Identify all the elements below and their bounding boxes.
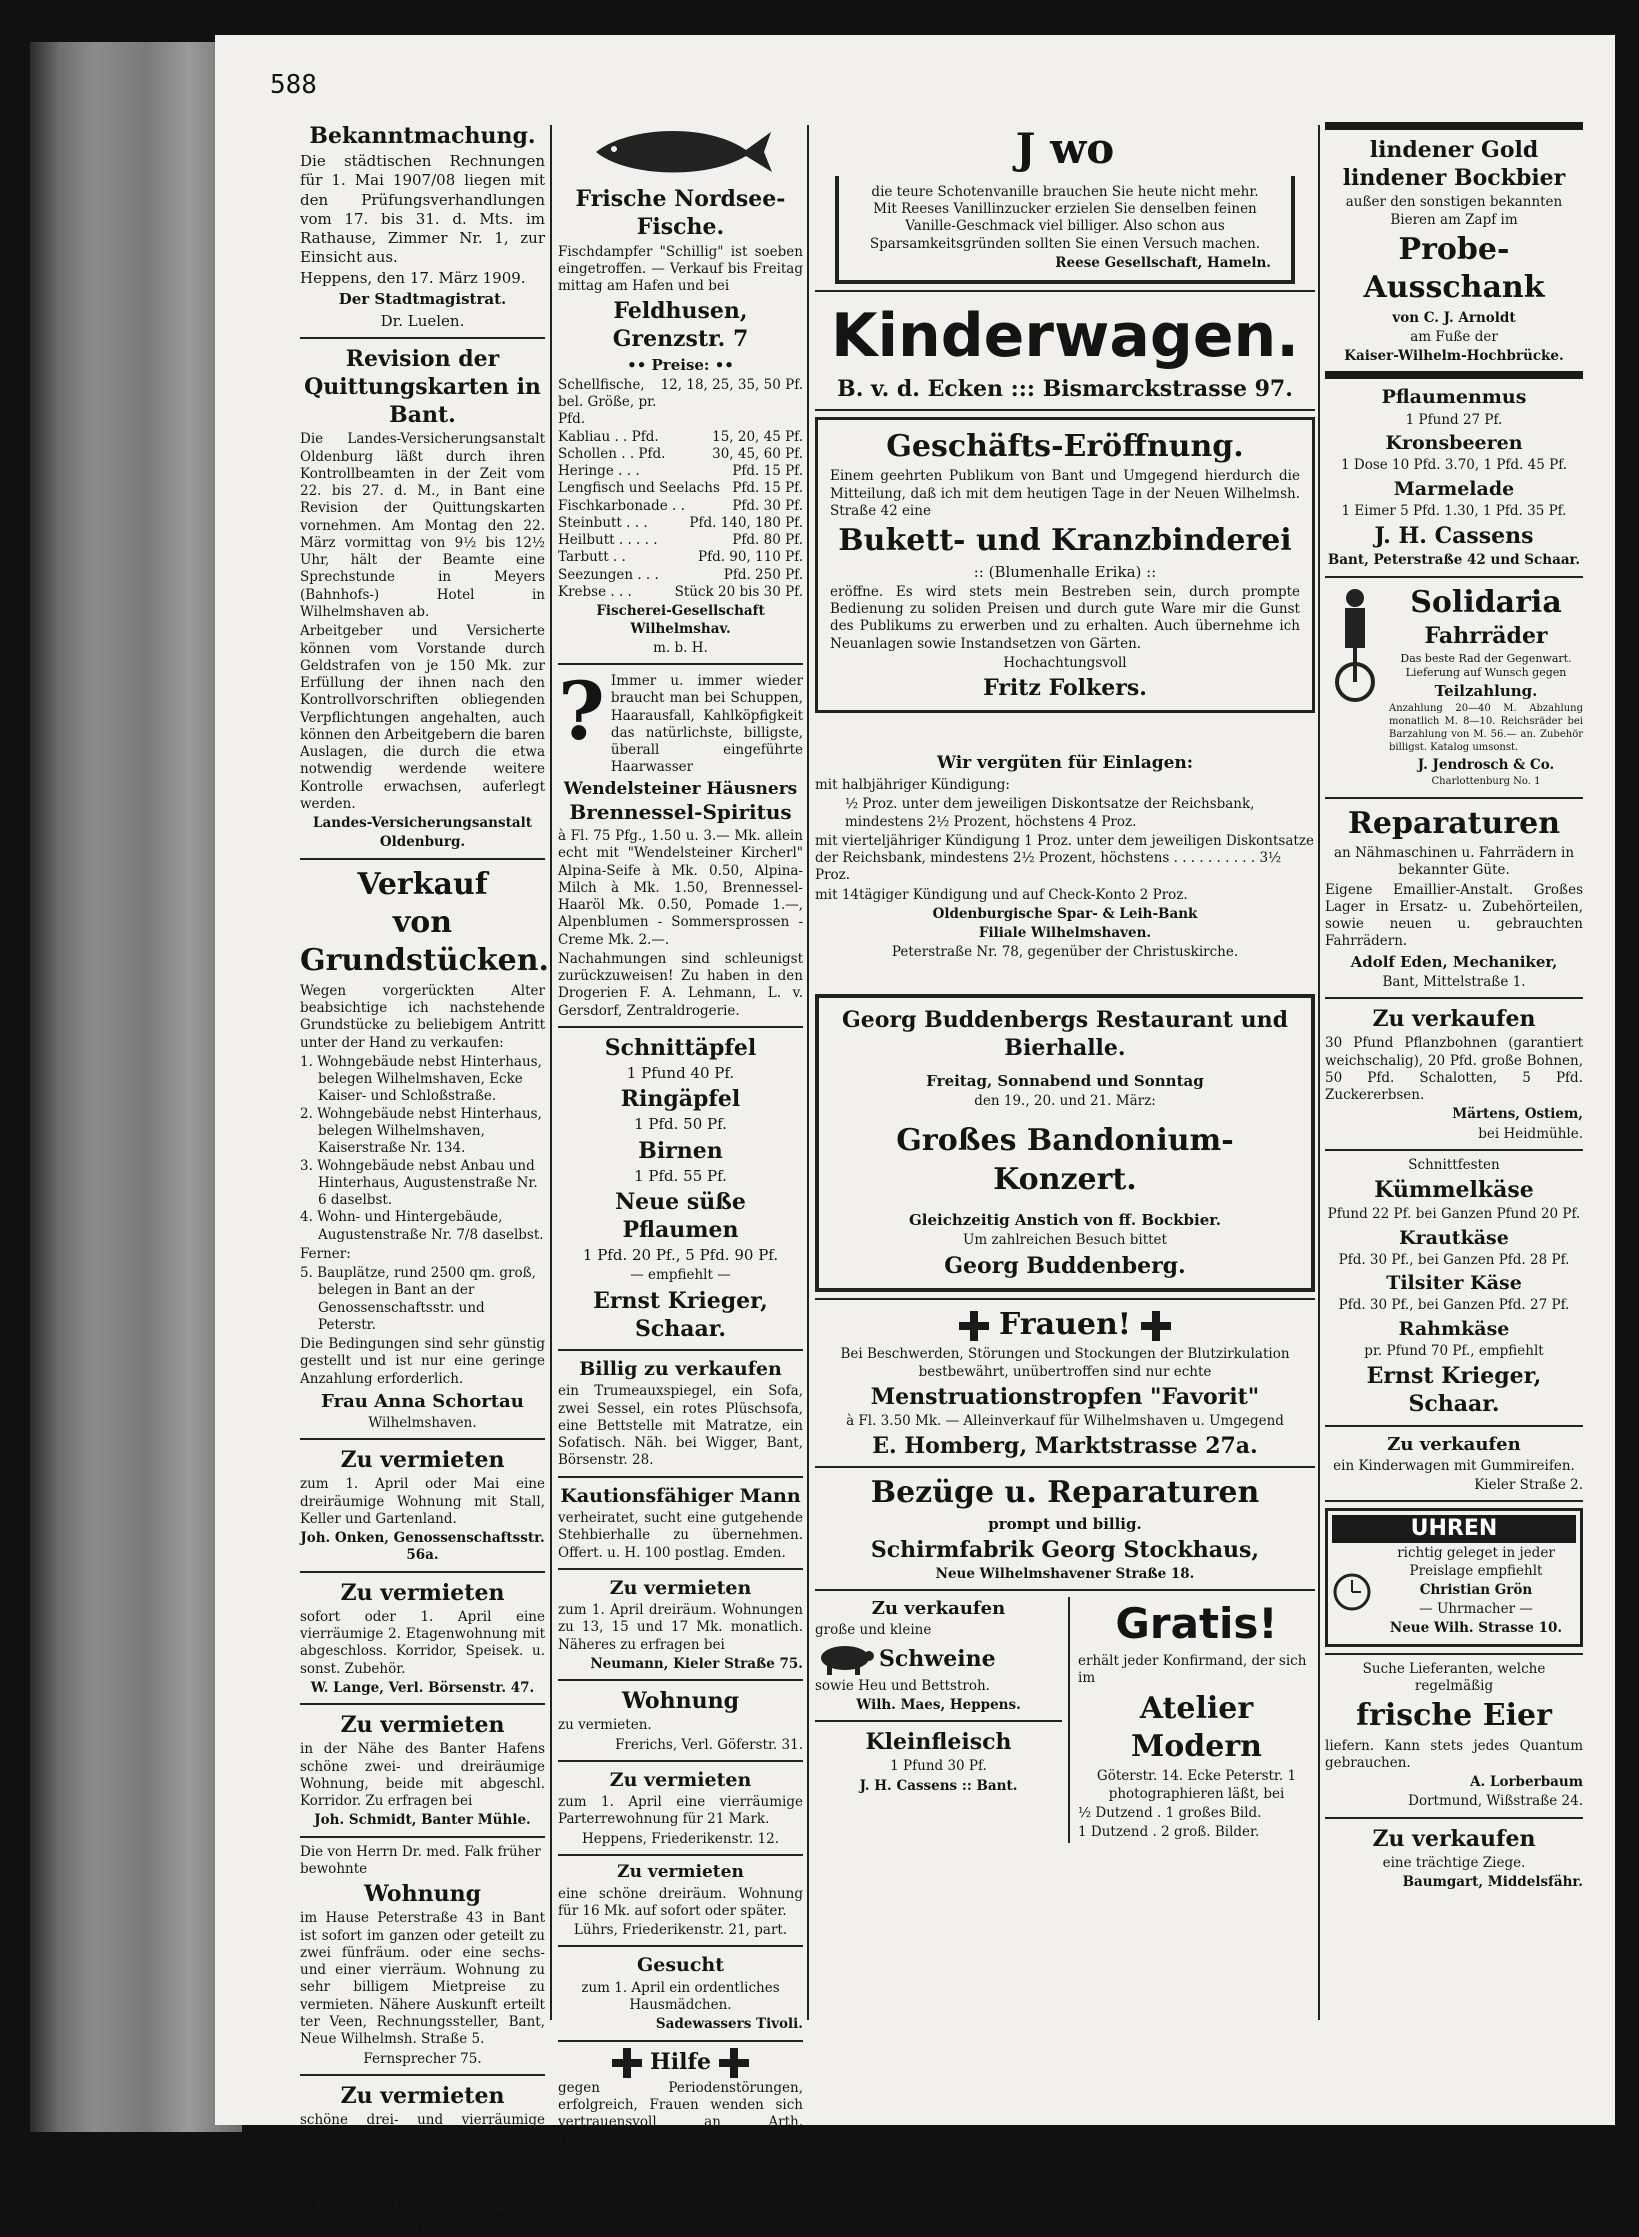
price-row <box>558 463 803 480</box>
headline: lindener Gold <box>1369 137 1539 163</box>
signature: Filiale Wilhelmshaven. <box>978 925 1152 942</box>
fish-name: Schollen . . Pfd. <box>558 445 666 462</box>
signature: J. B. Albers, Genossenschaftsstr. 56. <box>300 2200 545 2234</box>
signature: W. Lange, Verl. Börsenstr. 47. <box>310 1679 535 1696</box>
headline: frische Eier <box>1356 1698 1552 1734</box>
ad-text: à Fl. 3.50 Mk. — Alleinverkauf für Wilhelmshaven u. Umgegend <box>846 1412 1284 1429</box>
signature: A. Lorberbaum <box>1470 1774 1583 1791</box>
ad-text: verheiratet, sucht eine gutgehende Stehbierhalle zu übernehmen. Offert. u. H. 100 postlag. Emden. <box>558 1509 803 1561</box>
headline: Zu vermieten <box>340 1447 505 1474</box>
solidaria-ad <box>1325 584 1583 791</box>
signature: Reese Gesellschaft, Hameln. <box>1055 254 1271 271</box>
ad-text: liefern. Kann stets jedes Quantum gebrauchen. <box>1325 1737 1583 1771</box>
product-name: Tilsiter Käse <box>1386 1272 1522 1295</box>
product-name: Kronsbeeren <box>1385 432 1523 454</box>
label: Ferner: <box>300 1245 351 1262</box>
address: Neue Wilh. Strasse 10. <box>1389 1620 1563 1637</box>
book-spine <box>30 42 242 2132</box>
fish-name: Seezungen . . . <box>558 566 659 583</box>
ad-text: mit 14tägiger Kündigung und auf Check-Konto 2 Proz. <box>815 886 1188 903</box>
price: pr. Pfund 70 Pf., empfiehlt <box>1364 1343 1544 1360</box>
signature: J. H. Cassens :: Bant. <box>859 1777 1018 1794</box>
fish-name: Tarbutt . . <box>558 549 626 566</box>
list-item: 3. Wohngebäude nebst Anbau und Hinterhaus, Augustenstraße Nr. 6 daselbst. <box>300 1157 538 1209</box>
business-name: Probe-Ausschank <box>1363 231 1545 306</box>
price: Pfd. 30 Pf., bei Ganzen Pfd. 27 Pf. <box>1338 1297 1570 1314</box>
pig-icon <box>815 1642 875 1676</box>
ad-text: Immer u. immer wieder braucht man bei Schuppen, Haarausfall, Kahlköpfigkeit das natürlichste, billigste, überall eingeführte Haarwasser <box>610 673 803 776</box>
ad-text: mit vierteljähriger Kündigung 1 Proz. unter dem jeweiligen Diskontsatze der Reichsbank, mindestens 2½ Prozent, höchstens . . . . . . . . . . 3½ Proz. <box>815 832 1314 884</box>
ad-text: Einem geehrten Publikum von Bant und Umgegend hierdurch die Mitteilung, daß ich mit dem heutigen Tage in der Neuen Wilhelmsh. Straße 42 eine <box>830 468 1300 519</box>
signature-place: Wilhelmshaven. <box>368 1415 477 1431</box>
signature: E. Homberg, Marktstrasse 27a. <box>872 1433 1258 1460</box>
business-name: Schirmfabrik Georg Stockhaus, <box>870 1536 1260 1563</box>
address: Feldhusen, Grenzstr. 7 <box>612 298 749 353</box>
ad-text: richtig geleget in jeder Preislage empfiehlt <box>1397 1545 1555 1579</box>
headline: von Grundstücken. <box>300 905 549 979</box>
fish-icon <box>558 122 803 185</box>
ad-text: 30 Pfund Pflanzbohnen (garantiert weichschalig), 20 Pfd. große Bohnen, 50 Pfd. Schalotten, 5 Pfd. Zuckererbsen. <box>1325 1035 1583 1104</box>
fish-price: Pfd. 80 Pf. <box>732 532 803 549</box>
date-line: Heppens, den 17. März 1909. <box>300 269 526 288</box>
ad-text: außer den sonstigen bekannten Bieren am Zapf im <box>1345 194 1563 228</box>
address: Kaiser-Wilhelm-Hochbrücke. <box>1344 348 1564 365</box>
signature: Der Stadtmagistrat. <box>338 290 507 309</box>
product-name: Kümmelkäse <box>1374 1177 1534 1204</box>
headline: Brennessel-Spiritus <box>569 800 792 825</box>
price-row <box>558 532 803 549</box>
headline: Kinderwagen. <box>830 301 1300 372</box>
ad-cell <box>815 1597 1070 1843</box>
column-1 <box>300 122 549 2237</box>
list-item: 2. Wohngebäude nebst Hinterhaus, belegen Wilhelmshaven, Kaiserstraße Nr. 134. <box>300 1105 542 1157</box>
address: B. v. d. Ecken ::: Bismarckstrasse 97. <box>837 375 1293 402</box>
product-name: Rahmkäse <box>1398 1317 1510 1340</box>
notice-text: im Hause Peterstraße 43 in Bant ist sofort im ganzen oder geteilt zu zwei fünfräum. oder eine sechs- und einer vierräum. Wohnung zu sehr billigem Mietpreise zu vermieten. Nähere Auskunft erteilt ter Veen, Rechnungssteller, Bant, Neue Wilhelmsh. Straße 5. <box>300 1910 545 2048</box>
signature: Neumann, Kieler Straße 75. <box>590 1655 803 1672</box>
ad-text: Fischdampfer "Schillig" ist soeben eingetroffen. — Verkauf bis Freitag mittag am Hafen und bei <box>558 243 803 295</box>
uhren-ad <box>1325 1508 1583 1646</box>
role: — Uhrmacher — <box>1419 1601 1533 1618</box>
headline-text: Frauen! <box>999 1306 1131 1342</box>
signature: Baumgart, Middelsfähr. <box>1402 1874 1583 1891</box>
signature: Fischerei-Gesellschaft Wilhelmshav. <box>596 603 765 637</box>
fish-price: Pfd. 15 Pf. <box>732 480 803 497</box>
price-row <box>558 480 803 497</box>
ad-text: Anzahlung 20—40 M. Abzahlung monatlich M. 8—10. Reichsräder bei Barzahlung von M. 56.— an. Zubehör billigst. Katalog umsonst. <box>1389 703 1583 753</box>
headline: Zu verkaufen <box>1372 1006 1536 1033</box>
headline <box>558 2048 803 2078</box>
notice-text: Die von Herrn Dr. med. Falk früher bewohnte <box>300 1843 541 1877</box>
ad-text: Teilzahlung. <box>1434 682 1538 701</box>
cross-icon <box>612 2048 642 2078</box>
price-row <box>558 446 803 463</box>
ad-text: Das beste Rad der Gegenwart. Lieferung auf Wunsch gegen <box>1400 652 1572 680</box>
list-item: 5. Bauplätze, rund 2500 qm. groß, belegen in Bant an der Genossenschaftsstr. und Peterstr. <box>300 1265 536 1333</box>
product-name: Kleinfleisch <box>865 1729 1012 1756</box>
ad-text: gegen Periodenstörungen, erfolgreich, Frauen wenden sich vertrauensvoll an Arth. Hohenstein, Berlin-Halensee 6. Rückporto erbeten. <box>558 2079 803 2165</box>
question-mark-icon: ? <box>558 664 605 759</box>
signature: bei Heidmühle. <box>1478 1125 1583 1142</box>
signature: Lührs, Friederikenstr. 21, part. <box>573 1922 788 1939</box>
headline: Kautionsfähiger Mann <box>560 1484 801 1507</box>
price-row <box>558 429 803 446</box>
fish-name: Fischkarbonade . . <box>558 497 685 514</box>
fish-name: Krebse . . . <box>558 583 632 600</box>
address: Bant, Peterstraße 42 und Schaar. <box>1327 552 1581 569</box>
price-row: ½ Dutzend . 1 großes Bild. <box>1078 1804 1262 1821</box>
product-name: Ringäpfel <box>620 1086 741 1113</box>
headline: Zu vermieten <box>617 1861 744 1882</box>
headline: Zu verkaufen <box>871 1598 1006 1620</box>
cross-icon <box>1141 1311 1171 1341</box>
dates: den 19., 20. und 21. März: <box>974 1093 1156 1110</box>
price: 1 Pfd. 50 Pf. <box>634 1115 727 1134</box>
fish-name: Heilbutt . . . . . <box>558 532 658 549</box>
signature: Märtens, Ostiem, <box>1452 1106 1583 1123</box>
signature: Christian Grön <box>1419 1581 1533 1598</box>
fish-name: Steinbutt . . . <box>558 514 648 531</box>
list-item: 4. Wohn- und Hintergebäude, Augustenstraße Nr. 7/8 daselbst. <box>300 1209 544 1243</box>
price: 1 Dose 10 Pfd. 3.70, 1 Pfd. 45 Pf. <box>1341 457 1567 474</box>
fish-name: Heringe . . . <box>558 463 640 480</box>
headline: Gratis! <box>1115 1599 1278 1649</box>
address: Bant, Mittelstraße 1. <box>1382 973 1526 990</box>
headline: Wir vergüten für Einlagen: <box>936 753 1194 774</box>
ad-box <box>815 417 1315 713</box>
ad-text: erhält jeder Konfirmand, der sich im <box>1078 1653 1307 1687</box>
fish-name: Kabliau . . Pfd. <box>558 428 659 445</box>
ad-text: sowie Heu und Bettstroh. <box>815 1677 990 1694</box>
price-row <box>558 567 803 584</box>
phone: Fernsprecher 75. <box>363 2050 482 2067</box>
headline: Verkauf <box>357 866 488 902</box>
notice-text: Die städtischen Rechnungen für 1. Mai 1907/08 liegen mit den Prüfungsverhandlungen vom 17. bis 31. d. Mts. im Rathause, Zimmer Nr. 1, zur Einsicht aus. <box>300 152 545 267</box>
price-row <box>558 498 803 515</box>
column-4 <box>1325 122 1583 1893</box>
signature: Sadewassers Tivoli. <box>655 2016 803 2033</box>
price-row <box>558 584 803 601</box>
fish-price: 15, 20, 45 Pf. <box>712 428 803 445</box>
ad-text: an Nähmaschinen u. Fahrrädern in bekannter Güte. <box>1333 845 1575 879</box>
ad-text: zum 1. April eine vierräumige Parterrewohnung für 21 Mark. <box>558 1794 803 1828</box>
fish-price: Stück 20 bis 30 Pf. <box>674 583 803 600</box>
ad-text: ½ Proz. unter dem jeweiligen Diskontsatze der Reichsbank, mindestens 2½ Prozent, höchstens 4 Proz. <box>845 796 1255 830</box>
clock-icon <box>1332 1572 1372 1612</box>
product-name: Pflaumenmus <box>1381 386 1527 409</box>
ad-text: mit halbjähriger Kündigung: <box>815 777 1010 794</box>
price-row: 1 Dutzend . 2 groß. Bilder. <box>1078 1824 1260 1841</box>
headline: Zu verkaufen <box>1372 1825 1536 1852</box>
ad-text: ein Kinderwagen mit Gummireifen. <box>1333 1457 1575 1474</box>
ad-text: Schnittfesten <box>1408 1156 1500 1173</box>
headline: Solidaria <box>1410 584 1562 620</box>
fish-price: Pfd. 90, 110 Pf. <box>697 549 803 566</box>
price: 1 Pfund 30 Pf. <box>890 1758 987 1775</box>
address: Charlottenburg No. 1 <box>1431 775 1541 787</box>
days: Freitag, Sonnabend und Sonntag <box>926 1072 1204 1090</box>
price: 1 Pfd. 55 Pf. <box>634 1166 727 1185</box>
product-name: Birnen <box>638 1137 723 1164</box>
headline: Bezüge u. Reparaturen <box>870 1475 1260 1511</box>
signature: Georg Buddenberg. <box>944 1252 1186 1279</box>
headline: Quittungskarten in Bant. <box>304 374 541 429</box>
fish-price: 30, 45, 60 Pf. <box>712 445 803 462</box>
signature: Joh. Schmidt, Banter Mühle. <box>314 1812 531 1829</box>
cyclist-icon <box>1325 584 1385 704</box>
headline: Reparaturen <box>1347 805 1561 841</box>
headline: Wohnung <box>364 1881 481 1908</box>
page-number: 588 <box>270 70 317 100</box>
column-rule <box>550 125 552 2020</box>
address: Neue Wilhelmshavener Straße 18. <box>935 1566 1195 1583</box>
ad-cell <box>1070 1597 1315 1843</box>
notice-text: zum 1. April oder Mai eine dreiräumige Wohnung mit Stall, Keller und Gartenland. <box>300 1476 545 1527</box>
signature: Oldenburgische Spar- & Leih-Bank <box>932 905 1198 922</box>
jwo-frame <box>835 176 1295 284</box>
column-3 <box>815 122 1315 1843</box>
price: 1 Pfund 40 Pf. <box>626 1064 735 1083</box>
notice-text: Wegen vorgerückten Alter beabsichtige ich nachstehende Grundstücke zu beliebigem Antritt unter der Hand zu verkaufen: <box>300 982 545 1051</box>
headline: UHREN <box>1332 1515 1576 1543</box>
ad-box <box>815 994 1315 1292</box>
address: Göterstr. 14. Ecke Peterstr. 1 photographieren läßt, bei <box>1096 1768 1297 1802</box>
product-name: Neue süße Pflaumen <box>615 1188 746 1244</box>
headline: Zu vermieten <box>609 1576 752 1599</box>
column-rule <box>807 125 809 2020</box>
headline: Wendelsteiner Häusners <box>563 778 798 799</box>
price-row <box>558 515 803 532</box>
headline: Bekanntmachung. <box>309 123 536 149</box>
fish-price: 12, 18, 25, 35, 50 Pf. <box>660 376 803 393</box>
ad-text: Bei Beschwerden, Störungen und Stockungen der Blutzirkulation bestbewährt, unübertroffen sind nur echte <box>840 1346 1290 1380</box>
price: Pfund 22 Pf. bei Ganzen Pfund 20 Pf. <box>1327 1206 1581 1223</box>
headline: lindener Bockbier <box>1342 165 1566 192</box>
regards: Hochachtungsvoll <box>1003 654 1127 671</box>
fish-price: Pfd. 250 Pf. <box>723 566 803 583</box>
notice-text: Die Bedingungen sind sehr günstig gestellt und ist nur eine geringe Anzahlung erforderlich. <box>300 1336 545 1387</box>
notice-text: Die Landes-Versicherungsanstalt Oldenburg läßt durch ihren Kontrollbeamten in der Zeit vom 22. bis 27. d. M., in Bant eine Revision der Quittungskarten vornehmen. Am Montag den 22. März vormittag von 9½ bis 12½ Uhr, hält der Beamte eine Sprechstunde in Meyers (Bahnhofs-) Hotel in Wilhelmshaven ab. <box>300 431 545 620</box>
ad-text: von C. J. Arnoldt <box>1392 309 1516 326</box>
ad-text: zu vermieten. <box>558 1717 652 1734</box>
price: 1 Pfd. 20 Pf., 5 Pfd. 90 Pf. <box>582 1246 779 1265</box>
price: 1 Pfund 27 Pf. <box>1405 411 1503 428</box>
fish-name: Lengfisch und Seelachs <box>558 480 720 497</box>
headline: J wo <box>1015 124 1115 173</box>
price: 1 Eimer 5 Pfd. 1.30, 1 Pfd. 35 Pf. <box>1341 502 1567 519</box>
signature-name: Dr. Luelen. <box>380 311 465 330</box>
signature: Adolf Eden, Mechaniker, <box>1350 952 1558 971</box>
signature: J. Jendrosch & Co. <box>1417 756 1555 773</box>
signature: Ernst Krieger, Schaar. <box>593 1287 768 1342</box>
headline: Zu vermieten <box>340 2082 505 2109</box>
recommend: — empfiehlt — <box>630 1267 731 1284</box>
headline: Billig zu verkaufen <box>579 1358 782 1381</box>
notice-text: Arbeitgeber und Versicherte können vom Vorstande durch Geldstrafen von je 150 Mk. zur Erfüllung der ihnen nach den Kontrollvorschriften obliegenden Verpflichtungen angehalten, auch können den Arbeitgebern die baren Auslagen, die durch die etwa notwendig werdende weitere Kontrolle erwachsen, auferlegt werden. <box>300 623 545 812</box>
ad-text: eine trächtige Ziege. <box>1382 1854 1526 1871</box>
cross-icon <box>959 1311 989 1341</box>
ad-text: prompt und billig. <box>988 1514 1142 1533</box>
address: Dortmund, Wißstraße 24. <box>1408 1793 1583 1810</box>
headline: Zu vermieten <box>340 1579 505 1606</box>
price-row <box>558 549 803 566</box>
fish-name: Schellfische, bel. Größe, pr. Pfd. <box>558 376 657 428</box>
ad-text: eröffne. Es wird stets mein Bestreben sein, durch prompte Bedienung zu soliden Preisen und durch gute Ware mir die Gunst des Publikums zu erwerben und zu erhalten. Auch übernehme ich Neuanlagen sowie Instandsetzen von Gärten. <box>830 583 1300 652</box>
product-name: Marmelade <box>1393 477 1515 500</box>
prices-label: •• Preise: •• <box>627 355 734 374</box>
address: Peterstraße Nr. 78, gegenüber der Christuskirche. <box>891 944 1239 961</box>
ad-text: Suche Lieferanten, welche regelmäßig <box>1362 1660 1546 1694</box>
ad-text: Gleichzeitig Anstich von ff. Bockbier. <box>908 1211 1222 1230</box>
ad-text: zum 1. April dreiräum. Wohnungen zu 13, 15 und 17 Mk. monatlich. Näheres zu erfragen bei <box>558 1602 803 1653</box>
signature: Fritz Folkers. <box>983 675 1147 702</box>
business-sub: :: (Blumenhalle Erika) :: <box>973 562 1157 581</box>
headline: Wohnung <box>622 1688 739 1715</box>
signature: Frau Anna Schortau <box>321 1390 524 1412</box>
headline: Gesucht <box>637 1954 724 1977</box>
notice-text: sofort oder 1. April eine vierräumige 2. Etagenwohnung mit abgeschloss. Korridor, Speisek. u. sonst. Zubehör. <box>300 1608 545 1677</box>
product-name: Menstruationstropfen "Favorit" <box>870 1383 1260 1410</box>
list-item: 1. Wohngebäude nebst Hinterhaus, belegen Wilhelmshaven, Ecke Kaiser- und Schloßstraße. <box>300 1053 542 1105</box>
ad-text: am Fuße der <box>1410 328 1498 345</box>
signature: m. b. H. <box>653 639 708 656</box>
headline: Zu verkaufen <box>1387 1433 1521 1455</box>
ad-text: eine schöne dreiräum. Wohnung für 16 Mk. auf sofort oder später. <box>558 1885 803 1919</box>
ad-text: ein Trumeauxspiegel, ein Sofa, zwei Sessel, ein rotes Plüschsofa, eine Bettstelle mit Matratze, ein Sofatisch. Näh. bei Wigger, Bant, Börsenstr. 28. <box>558 1383 803 1469</box>
headline: Frische Nordsee-Fische. <box>575 186 786 241</box>
price: Pfd. 30 Pf., bei Ganzen Pfd. 28 Pf. <box>1338 1251 1570 1268</box>
fish-price: Pfd. 140, 180 Pf. <box>689 514 803 531</box>
ad-text: à Fl. 75 Pfg., 1.50 u. 3.— Mk. allein echt mit "Wendelsteiner Kircherl" Alpina-Seife à Mk. 0.50, Alpina-Milch à Mk. 1.50, Brennessel-Haaröl Mk. 0.50, Pomade 1.—, Alpenblumen - Sommersprossen - Creme Mk. 2.—. <box>558 827 803 948</box>
ad-text: große und kleine <box>815 1622 932 1639</box>
business-name: Bukett- und Kranzbinderei <box>838 523 1292 559</box>
product-name: Schnittäpfel <box>604 1034 757 1061</box>
signature: Joh. Onken, Genossenschaftsstr. 56a. <box>300 1530 545 1564</box>
ad-text: Eigene Emaillier-Anstalt. Großes Lager in Ersatz- u. Zubehörteilen, sowie neuen u. gebrauchten Fahrrädern. <box>1325 881 1583 950</box>
price-row <box>558 377 803 429</box>
cross-icon <box>719 2048 749 2078</box>
column-2 <box>558 122 803 2168</box>
signature: Heppens, Friederikenstr. 12. <box>581 1830 779 1847</box>
ad-text: Um zahlreichen Besuch bittet <box>963 1232 1167 1249</box>
product-name: Schweine <box>879 1645 996 1672</box>
price-list <box>558 377 803 601</box>
ad-text: Nachahmungen sind schleunigst zurückzuweisen! Zu haben in den Drogerien F. A. Lehmann, L. v. Gersdorf, Zentraldrogerie. <box>558 950 803 1019</box>
headline-text: Hilfe <box>650 2048 711 2075</box>
signature: Wilh. Maes, Heppens. <box>856 1696 1021 1713</box>
signature: Frerichs, Verl. Göferstr. 31. <box>615 1736 803 1753</box>
notice-text: schöne drei- und vierräumige Wohnungen mit abgeschloss. Korridor, Stall und Gartenland, in Middelsfähr bei Mariensiel eine Wohnung im Zweifamilienhaus. <box>300 2111 545 2198</box>
fish-price: Pfd. 15 Pf. <box>732 463 803 480</box>
headline: Fahrräder <box>1424 622 1548 649</box>
fish-price: Pfd. 30 Pf. <box>732 497 803 514</box>
bottom-row <box>815 1597 1315 1843</box>
product-name: Krautkäse <box>1399 1226 1509 1249</box>
headline <box>815 1306 1315 1344</box>
signature: J. H. Cassens <box>1374 523 1534 550</box>
column-rule <box>1318 125 1320 2020</box>
headline: Geschäfts-Eröffnung. <box>886 429 1244 465</box>
signature: Landes-Versicherungsanstalt <box>313 815 532 832</box>
headline: Zu vermieten <box>609 1768 752 1791</box>
address: Kieler Straße 2. <box>1474 1476 1583 1493</box>
headline: Zu vermieten <box>340 1712 505 1739</box>
ad-text: zum 1. April ein ordentliches Hausmädchen. <box>581 1979 780 2014</box>
signature: Ernst Krieger, Schaar. <box>1366 1363 1542 1418</box>
signature: Oldenburg. <box>379 834 466 851</box>
headline: Revision der <box>345 345 500 372</box>
ad-text: die teure Schotenvanille brauchen Sie heute nicht mehr. Mit Reeses Vanillinzucker erzielen Sie denselben feinen Vanille-Geschmack viel billiger. Also schon aus Sparsamkeitsgründen sollten Sie einen Versuch machen. <box>869 183 1261 252</box>
business-name: Atelier Modern <box>1131 1690 1262 1765</box>
headline: Georg Buddenbergs Restaurant und Bierhalle. <box>842 1006 1288 1061</box>
event-name: Großes Bandonium-Konzert. <box>896 1123 1234 1197</box>
notice-text: in der Nähe des Banter Hafens schöne zwei- und dreiräumige Wohnung, beide mit abgeschl. Korridor. Zu erfragen bei <box>300 1741 545 1810</box>
